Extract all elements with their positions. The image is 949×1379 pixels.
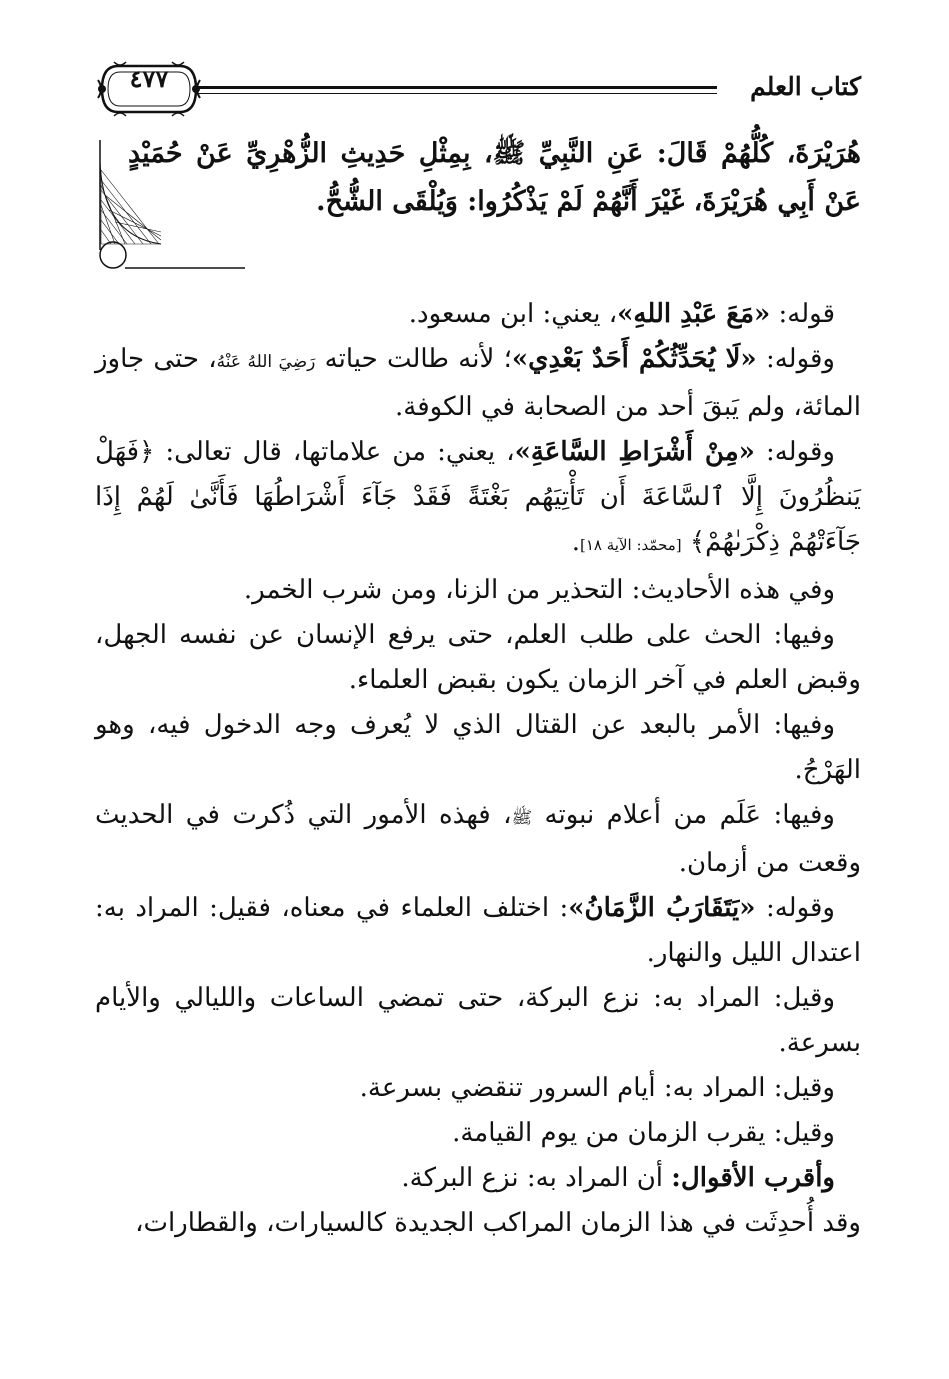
explanation-text: .	[571, 527, 581, 557]
honorific-glyph: رَضِيَ اللهُ عَنْهُ	[216, 352, 316, 372]
paragraph-opinion-happy-days: وقيل: المراد به: أيام السرور تنقضي بسرعة.	[359, 1073, 835, 1103]
bold-lead: وأقرب الأقوال:	[671, 1163, 835, 1193]
quoted-phrase: «مَعَ عَبْدِ اللهِ»	[617, 299, 771, 329]
commentary	[95, 292, 861, 1246]
quoted-phrase: «مِنْ أَشْرَاطِ السَّاعَةِ»	[514, 437, 755, 467]
body-text: ، فهذه الأمور التي ذُكرت في الحديث وقعت من أزمان.	[95, 800, 861, 878]
explanation-text: ، يعني: من علاماتها، قال تعالى:	[154, 437, 515, 467]
honorific-glyph: ﷺ	[511, 808, 533, 828]
hadith-text: هُرَيْرَةَ، كُلُّهُمْ قَالَ: عَنِ النَّبِيِّ ﷺ، بِمِثْلِ حَدِيثِ الزُّهْرِيِّ عَنْ حُمَيْدٍ عَنْ أَبِي هُرَيْرَةَ، غَيْرَ أَنَّهُمْ لَمْ يَذْكُرُوا: وَيُلْقَى الشُّحُّ.	[128, 138, 861, 217]
paragraph-prophethood-sign	[95, 793, 861, 886]
paragraph-ibn-masud	[95, 292, 861, 337]
quoted-phrase: «لَا يُحَدِّثُكُمْ أَحَدٌ بَعْدِي»	[511, 344, 757, 374]
paragraph-time-draws-near	[95, 886, 861, 976]
body-text: وفيها: عَلَم من أعلام نبوته	[532, 800, 835, 830]
paragraph-no-one-after-me	[95, 337, 861, 430]
quoted-phrase: «يَتَقَارَبُ الزَّمَانُ»	[568, 893, 756, 923]
quran-verse: ﴿فَهَلْ يَنظُرُونَ إِلَّا ٱلسَّاعَةَ أَن تَأْتِيَهُم بَغْتَةً فَقَدْ جَآءَ أَشْرَاطُهَا فَأَنَّىٰ لَهُمْ إِذَا جَآءَتْهُمْ ذِكْرَىٰهُمْ﴾	[95, 437, 861, 557]
paragraph-seeking-knowledge: وفيها: الحث على طلب العلم، حتى يرفع الإنسان عن نفسه الجهل، وقبض العلم في آخر الزمان يكون بقبض العلماء.	[95, 620, 861, 695]
lead-text: وقوله:	[754, 437, 835, 467]
paragraph-closest-opinion	[95, 1156, 861, 1201]
lead-text: وقوله:	[755, 893, 835, 923]
paragraph-opinion-blessing: وقيل: المراد به: نزع البركة، حتى تمضي الساعات والليالي والأيام بسرعة.	[95, 983, 861, 1058]
verse-citation: [محمّد: الآية ١٨]	[580, 536, 682, 554]
explanation-text: ؛ لأنه طالت حياته	[315, 344, 512, 374]
explanation-text: ، حتى جاوز المائة، ولم يَبقَ أحد من الصحابة في الكوفة.	[95, 344, 861, 422]
explanation-text: ، يعني: ابن مسعود.	[408, 299, 618, 329]
running-title: كتاب العلم	[750, 72, 861, 101]
paragraph-opinion-day-of-judgment: وقيل: يقرب الزمان من يوم القيامة.	[452, 1118, 835, 1148]
lead-text: وقوله:	[756, 344, 835, 374]
explanation-text: : اختلف العلماء في معناه، فقيل: المراد به: اعتدال الليل والنهار.	[95, 893, 861, 968]
body-text: أن المراد به: نزع البركة.	[401, 1163, 672, 1193]
page-number: ٤٧٧	[129, 64, 169, 93]
paragraph-modern-vehicles: وقد أُحدِثَت في هذا الزمان المراكب الجديدة كالسيارات، والقطارات،	[135, 1208, 861, 1238]
header-rule-thin	[195, 93, 717, 94]
paragraph-warning: وفي هذه الأحاديث: التحذير من الزنا، ومن شرب الخمر.	[243, 575, 835, 605]
header-rule-thick	[195, 86, 717, 89]
lead-text: قوله:	[770, 299, 835, 329]
paragraph-signs-of-hour	[95, 430, 861, 568]
paragraph-avoid-fighting: وفيها: الأمر بالبعد عن القتال الذي لا يُعرف وجه الدخول فيه، وهو الهَرْجُ.	[95, 710, 861, 785]
